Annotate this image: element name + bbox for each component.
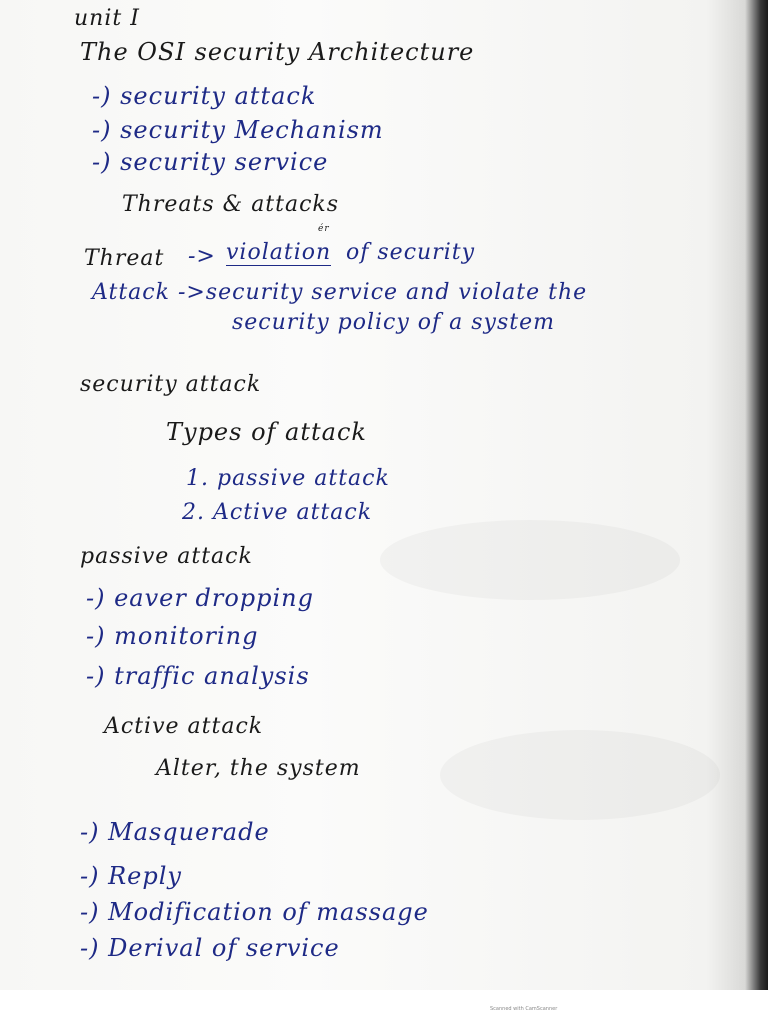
list-item: -) Modification of massage: [80, 898, 429, 926]
list-item: -) security Mechanism: [92, 116, 384, 144]
page-title: The OSI security Architecture: [80, 38, 475, 66]
attack-definition-line2: security policy of a system: [232, 310, 555, 335]
types-heading: Types of attack: [166, 418, 367, 446]
section-heading: Active attack: [104, 714, 264, 739]
scan-margin: [0, 990, 768, 1024]
list-item: -) monitoring: [86, 622, 259, 650]
list-item: -) Reply: [80, 862, 182, 890]
list-item: -) security attack: [92, 82, 317, 110]
active-description: Alter, the system: [156, 756, 361, 781]
list-item: -) Derival of service: [80, 934, 340, 962]
section-heading: passive attack: [80, 544, 253, 569]
list-item: -) Masquerade: [80, 818, 270, 846]
threat-arrow: ->: [188, 244, 216, 269]
threats-heading: Threats & attacks: [122, 192, 340, 217]
marginal-mark: ér: [318, 224, 330, 234]
list-item: -) eaver dropping: [86, 584, 314, 612]
list-item: 2. Active attack: [182, 500, 373, 525]
list-item: -) traffic analysis: [86, 662, 310, 690]
unit-heading: unit I: [74, 6, 140, 31]
threat-keyword: violation: [226, 240, 332, 265]
section-heading: security attack: [80, 372, 262, 397]
threat-definition: of security: [346, 240, 476, 265]
list-item: 1. passive attack: [186, 466, 390, 491]
list-item: -) security service: [92, 148, 329, 176]
attack-definition-line1: Attack ->security service and violate the: [92, 280, 588, 305]
bleed-through-smudge: [380, 520, 680, 600]
threat-label: Threat: [84, 246, 165, 271]
bleed-through-smudge: [440, 730, 720, 820]
scanner-watermark: Scanned with CamScanner: [490, 1006, 558, 1012]
